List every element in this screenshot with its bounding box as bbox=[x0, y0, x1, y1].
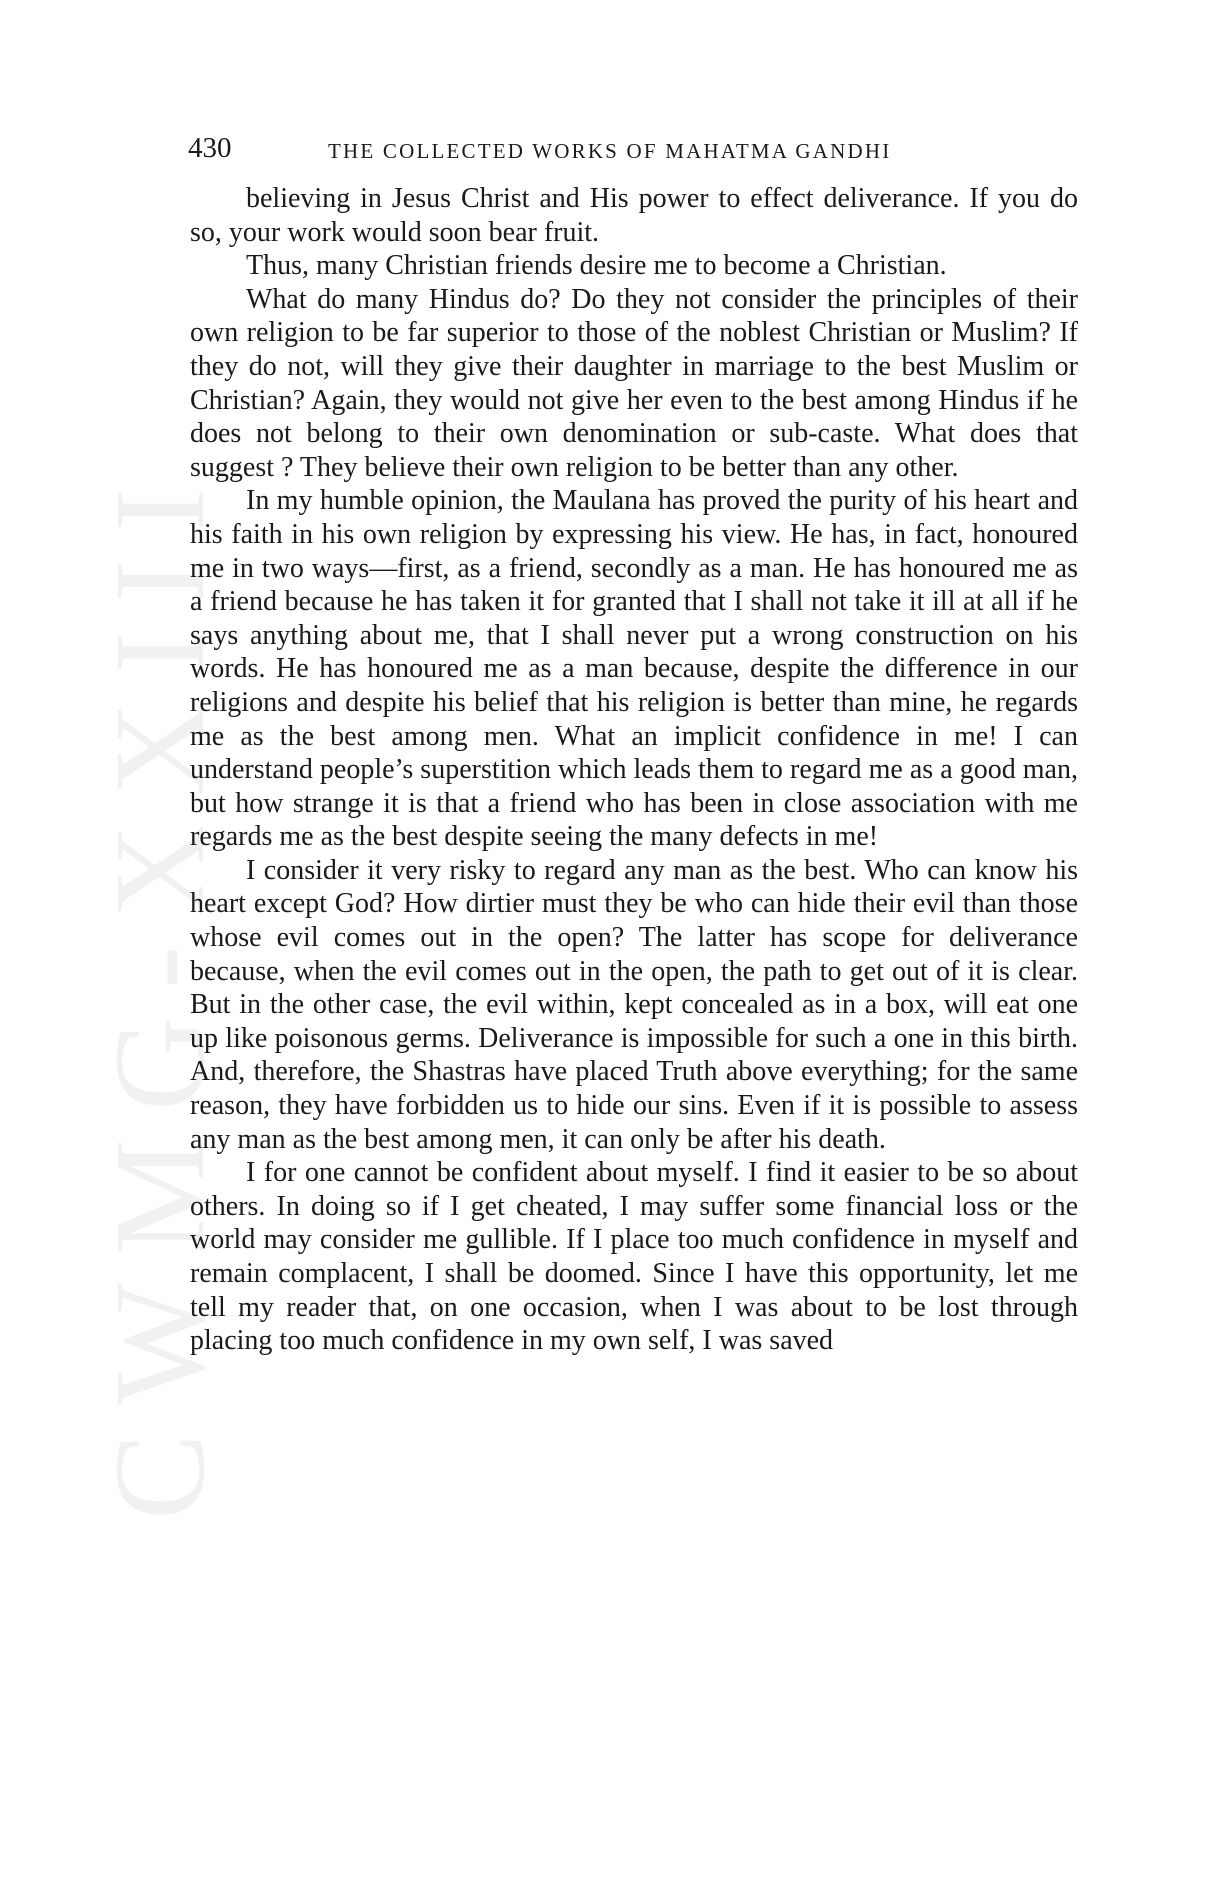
paragraph-1: believing in Jesus Christ and His power to effect deliverance. If you do so, your work would soon bear fruit. bbox=[190, 183, 1078, 248]
paragraph-3: What do many Hindus do? Do they not consider the principles of their own religion to be far superior to those of the noblest Christian or Muslim? If they do not, will they give their daughter in marriage to the best Muslim or Christian? Again, they would not give her even to the best among Hindus if he does not belong to their own denomination or sub-caste. What does that suggest ? They believe their own religion to be better than any other. bbox=[190, 283, 1078, 483]
paragraph-6: I for one cannot be confident about myself. I find it easier to be so about others. In doing so if I get cheated, I may suffer some financial loss or the world may consider me gullible. If I place too much confidence in myself and remain complacent, I shall be doomed. Since I have this opportunity, let me tell my reader that, on one occasion, when I was about to be lost through placing too much confidence in my own self, I was saved bbox=[190, 1157, 1078, 1357]
body-text bbox=[190, 182, 1078, 1358]
paragraph-4: In my humble opinion, the Maulana has proved the purity of his heart and his faith in his own religion by expressing his view. He has, in fact, honoured me in two ways—first, as a friend, secondly as a man. He has honoured me as a friend because he has taken it for granted that I shall not take it ill at all if he says anything about me, that I shall never put a wrong construction on his words. He has honoured me as a man because, despite the difference in our religions and despite his belief that his religion is better than mine, he regards me as the best among men. What an implicit confidence in me! I can understand people’s superstition which leads them to regard me as a good man, but how strange it is that a friend who has been in close association with me regards me as the best despite seeing the many defects in me! bbox=[190, 485, 1078, 853]
watermark: CWMG-XXIII bbox=[88, 460, 232, 1520]
paragraph-2: Thus, many Christian friends desire me to become a Christian. bbox=[246, 250, 947, 282]
page-header bbox=[188, 130, 1078, 170]
page-number: 430 bbox=[188, 132, 232, 164]
running-head: THE COLLECTED WORKS OF MAHATMA GANDHI bbox=[328, 139, 892, 163]
paragraph-5: I consider it very risky to regard any man as the best. Who can know his heart except God? How dirtier must they be who can hide their evil than those whose evil comes out in the open? The latter has scope for deliverance because, when the evil comes out in the open, the path to get out of it is clear. But in the other case, the evil within, kept concealed as in a box, will eat one up like poisonous germs. Deliverance is impossible for such a one in this birth. And, therefore, the Shastras have placed Truth above everything; for the same reason, they have forbidden us to hide our sins. Even if it is possible to assess any man as the best among men, it can only be after his death. bbox=[190, 854, 1078, 1155]
